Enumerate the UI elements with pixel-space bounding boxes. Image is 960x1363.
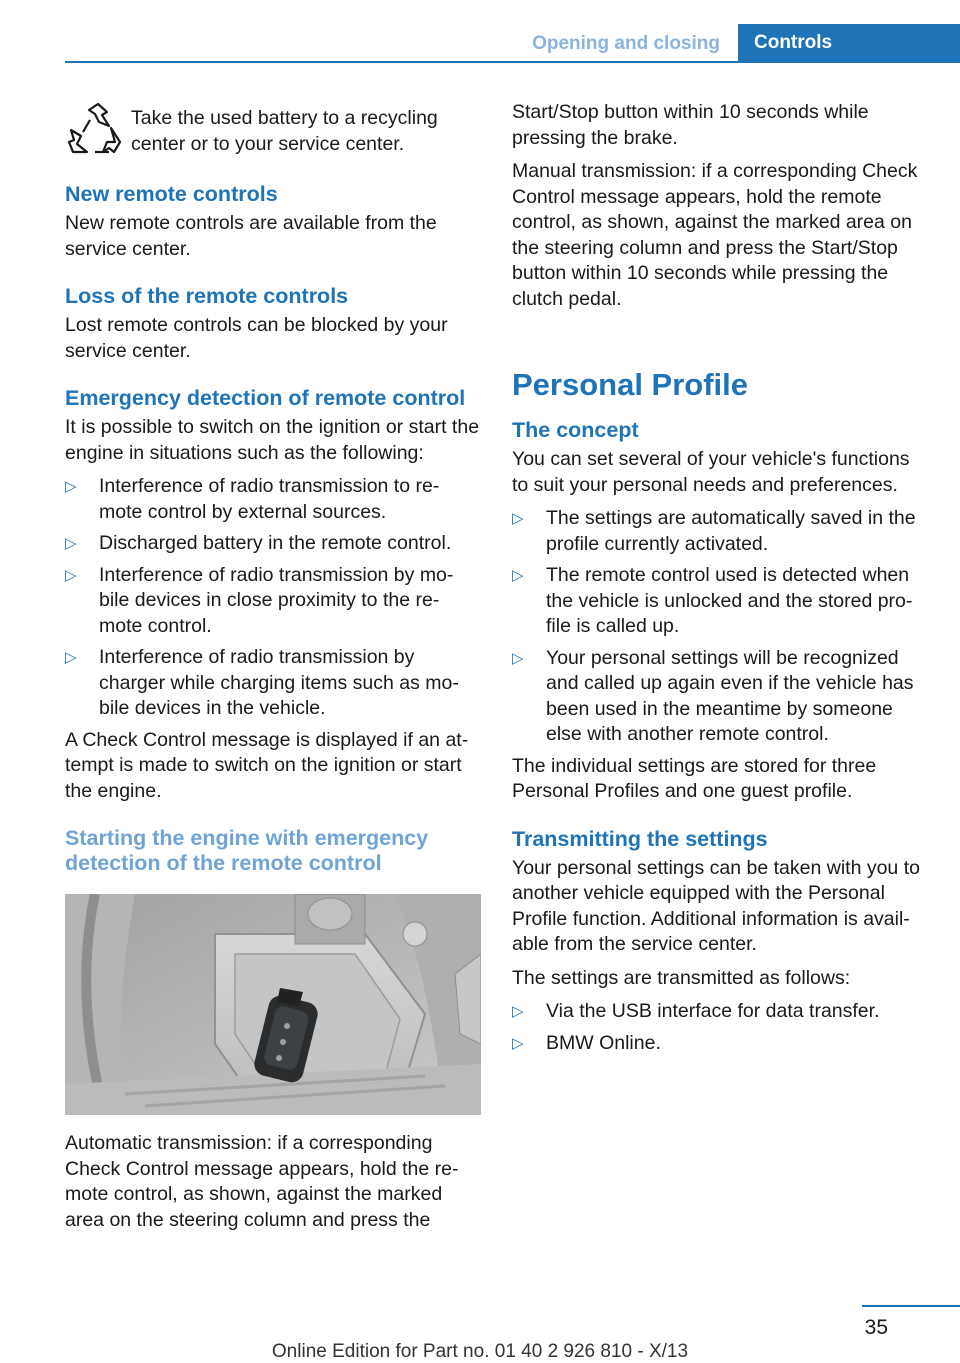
bullet-marker: ▷ (512, 510, 524, 527)
list-item: ▷ BMW Online. (512, 1031, 930, 1057)
new-remote-heading: New remote controls (65, 182, 278, 206)
recycle-icon (65, 100, 131, 160)
emergency-text: It is possible to switch on the ignition or start the engine in situations such as the following: (65, 416, 480, 464)
list-item: ▷ The settings are automatically saved in the profile currently activated. (512, 507, 916, 555)
transmitting-text: Your personal settings can be taken with you to another vehicle equipped with the Personal Profile function. Additional information is avail‐able from the service center. (512, 856, 920, 955)
manual-transmission-text: Manual transmission: if a corresponding Check Control message appears, hold the remote control, as shown, against the marked area on the steering column and press the Start/Stop button within 10 seconds while pressing the clutch pedal. (512, 160, 918, 310)
bullet-marker: ▷ (65, 566, 77, 584)
transmitting-list (512, 999, 930, 1056)
list-item: ▷ Via the USB interface for data transfer. (512, 999, 930, 1025)
bullet-marker: ▷ (512, 649, 524, 667)
list-item: ▷ Interference of radio transmission by mo‐bile devices in close proximity to the re‐mote control. (65, 563, 454, 637)
transmitting-heading: Transmitting the settings (512, 826, 768, 851)
concept-after-text: The individual settings are stored for three Personal Profiles and one guest profile. (512, 754, 877, 802)
list-item: ▷ The remote control used is detected when the vehicle is unlocked and the stored pro‐file is called up. (512, 564, 913, 637)
list-item: ▷ Discharged battery in the remote control. (65, 531, 481, 557)
bullet-marker: ▷ (512, 567, 524, 584)
bullet-marker: ▷ (512, 1003, 524, 1020)
loss-remote-text: Lost remote controls can be blocked by your service center. (65, 314, 448, 362)
page-number: 35 (864, 1316, 888, 1339)
header-rule (65, 61, 960, 63)
concept-text: You can set several of your vehicle's functions to suit your personal needs and preferences. (512, 448, 910, 496)
header-active-tab: Controls (738, 24, 960, 63)
starting-heading: Starting the engine with emergency detection of the remote control (65, 826, 429, 875)
bullet-marker: ▷ (65, 478, 77, 495)
footer-edition: Online Edition for Part no. 01 40 2 926 810 - X/13 (271, 1341, 689, 1362)
list-item: ▷ Your personal settings will be recognized and called up again even if the vehicle has been used in the meantime by someone else with another remote control. (512, 646, 914, 745)
concept-heading: The concept (512, 418, 639, 442)
list-item: ▷ Interference of radio transmission by charger while charging items such as mo‐bile devices in the vehicle. (65, 646, 459, 719)
recycle-note-text: Take the used battery to a recycling center or to your service center. (131, 107, 438, 155)
emergency-after-text: A Check Control message is displayed if an at‐tempt is made to switch on the ignition or start the engine. (65, 728, 469, 802)
header-section-title: Opening and closing (532, 33, 720, 54)
emergency-heading: Emergency detection of remote control (65, 386, 466, 410)
list-item: ▷ Interference of radio transmission to re‐mote control by external sources. (65, 475, 440, 523)
steering-column-illustration (65, 894, 481, 1115)
bullet-marker: ▷ (512, 1034, 524, 1052)
emergency-list (65, 474, 481, 722)
loss-remote-heading: Loss of the remote controls (65, 284, 349, 308)
recycle-note (65, 100, 481, 160)
brake-continuation-text: Start/Stop button within 10 seconds while pressing the brake. (512, 101, 869, 149)
footer-rule (862, 1305, 960, 1307)
chapter-heading: Personal Profile (512, 367, 749, 402)
transmitting-lead: The settings are transmitted as follows: (512, 966, 851, 989)
right-column (512, 100, 930, 1062)
bullet-marker: ▷ (65, 649, 77, 666)
bullet-marker: ▷ (65, 535, 77, 552)
auto-transmission-text: Automatic transmission: if a corresponding Check Control message appears, hold the re‐mote control, as shown, against the marked area on the steering column and press the (65, 1132, 459, 1231)
left-column (65, 100, 481, 1241)
concept-list (512, 506, 930, 748)
new-remote-text: New remote controls are available from the service center. (65, 212, 437, 260)
